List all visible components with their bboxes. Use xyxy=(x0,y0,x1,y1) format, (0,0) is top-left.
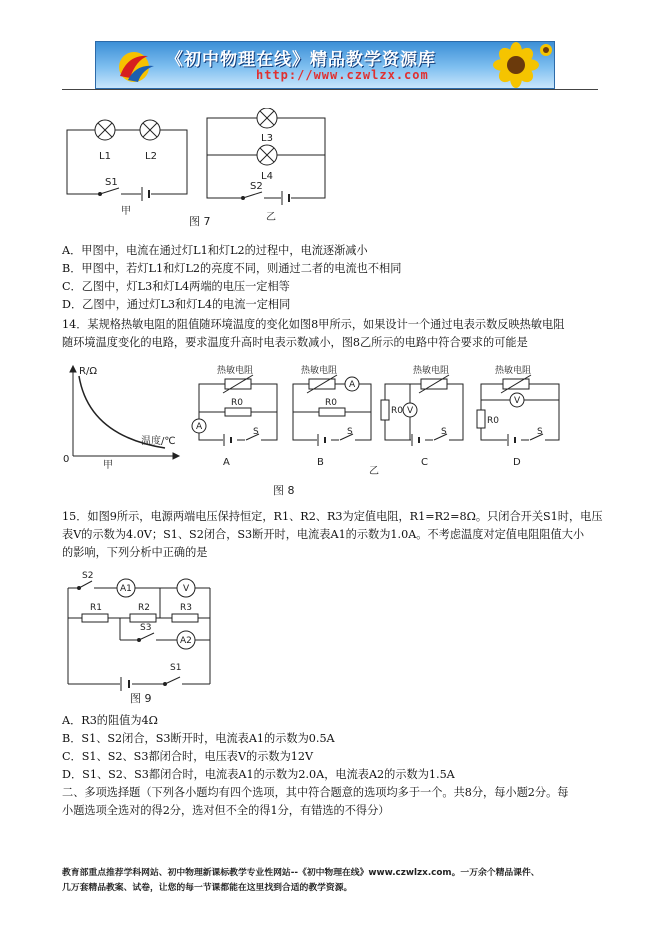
graph-label-jia: 甲 xyxy=(103,460,113,471)
fig9-label-r3: R3 xyxy=(180,603,192,613)
label-yi: 乙 xyxy=(266,212,276,223)
circuit-b-ammeter: A xyxy=(349,380,356,390)
label-l2: L2 xyxy=(145,151,157,162)
circuit-c-switch: S xyxy=(441,427,447,437)
circuit-b xyxy=(293,364,371,468)
graph-ylabel: R/Ω xyxy=(79,366,97,377)
circuit-b-switch: S xyxy=(347,427,353,437)
figure-9-caption: 图 9 xyxy=(130,692,152,705)
circuit-c-thermistor-label: 热敏电阻 xyxy=(413,366,450,376)
circuit-c-voltmeter: V xyxy=(407,406,414,416)
footer-line2: 几万套精品教案、试卷，让您的每一节课都能在这里找到合适的教学资源。 xyxy=(62,883,353,893)
label-jia: 甲 xyxy=(121,206,131,217)
fig9-label-r1: R1 xyxy=(90,603,102,613)
figure-7 xyxy=(55,108,345,233)
label-l1: L1 xyxy=(99,151,111,162)
fig9-label-a2: A2 xyxy=(180,636,192,646)
option-d-label: D xyxy=(513,457,521,468)
circuit-b-thermistor-label: 热敏电阻 xyxy=(301,366,338,376)
circuit-a-thermistor-label: 热敏电阻 xyxy=(217,366,254,376)
circuit-b-r0: R0 xyxy=(325,398,337,408)
circuit-d-voltmeter: V xyxy=(514,396,521,406)
q15-option-c: C．S1、S2、S3都闭合时，电压表V的示数为12V xyxy=(62,750,314,763)
fig9-label-s3: S3 xyxy=(140,623,152,633)
circuit-a xyxy=(192,364,277,468)
q13-option-d: D．乙图中，通过灯L3和灯L4的电流一定相同 xyxy=(62,298,291,311)
q15-text-line2: 表V的示数为4.0V；S1、S2闭合，S3断开时，电流表A1的示数为1.0A。不考虑温度对定值电阻阻值大小 xyxy=(62,528,585,541)
circuit-a-ammeter: A xyxy=(196,422,203,432)
figure-7-caption: 图 7 xyxy=(189,215,211,228)
circuit-c xyxy=(381,364,463,468)
section2-heading-line1: 二、多项选择题（下列各小题均有四个选项，其中符合题意的选项均多于一个。共8分，每小题2分。每 xyxy=(62,786,569,799)
figure-8-caption: 图 8 xyxy=(273,484,295,497)
label-s2: S2 xyxy=(250,181,263,192)
circuit-a-switch: S xyxy=(253,427,259,437)
header-rule xyxy=(62,89,598,90)
q13-option-a: A．甲图中，电流在通过灯L1和灯L2的过程中，电流逐渐减小 xyxy=(62,244,368,257)
label-l3: L3 xyxy=(261,133,273,144)
fig9-label-s2: S2 xyxy=(82,571,94,581)
q13-option-b: B．甲图中，若灯L1和灯L2的亮度不同，则通过二者的电流也不相同 xyxy=(62,262,402,275)
option-a-label: A xyxy=(223,457,230,468)
circuit-a-r0: R0 xyxy=(231,398,243,408)
site-logo xyxy=(114,46,158,84)
graph-origin: 0 xyxy=(63,454,70,465)
q15-option-a: A．R3的阻值为4Ω xyxy=(62,714,158,727)
section2-heading-line2: 小题选项全选对的得2分，选对但不全的得1分，有错选的不得分） xyxy=(62,804,390,817)
label-s1: S1 xyxy=(105,177,118,188)
q15-option-b: B．S1、S2闭合，S3断开时，电流表A1的示数为0.5A xyxy=(62,732,335,745)
circuit-d-r0: R0 xyxy=(487,416,499,426)
graph-xlabel: 温度/℃ xyxy=(141,436,176,447)
q13-option-c: C．乙图中，灯L3和灯L4两端的电压一定相等 xyxy=(62,280,290,293)
q14-text-line2: 随环境温度变化的电路，要求温度升高时电表示数减小，图8乙所示的电路中符合要求的可能是 xyxy=(62,336,528,349)
q15-option-d: D．S1、S2、S3都闭合时，电流表A1的示数为2.0A，电流表A2的示数为1.5A xyxy=(62,768,455,781)
figure-8 xyxy=(55,358,585,498)
q14-text-line1: 14．某规格热敏电阻的阻值随环境温度的变化如图8甲所示，如果设计一个通过电表示数反映热敏电阻 xyxy=(62,318,565,331)
fig9-label-v: V xyxy=(183,584,190,594)
circuit-d xyxy=(477,364,559,468)
banner-url: http://www.czwlzx.com xyxy=(256,68,429,82)
q15-text-line3: 的影响，下列分析中正确的是 xyxy=(62,546,208,559)
fig9-label-r2: R2 xyxy=(138,603,150,613)
fig9-label-s1: S1 xyxy=(170,663,182,673)
footer-line1: 教育部重点推荐学科网站、初中物理新课标教学专业性网站--《初中物理在线》www.czwlzx.com。一万余个精品课件、 xyxy=(62,868,540,878)
fig9-label-a1: A1 xyxy=(120,584,132,594)
circuit-d-thermistor-label: 热敏电阻 xyxy=(495,366,532,376)
q15-text-line1: 15．如图9所示，电源两端电压保持恒定，R1、R2、R3为定值电阻，R1=R2=8Ω。只闭合开关S1时，电压 xyxy=(62,510,603,523)
sunflower-image xyxy=(476,42,554,88)
option-c-label: C xyxy=(421,457,428,468)
label-l4: L4 xyxy=(261,171,273,182)
circuit-d-switch: S xyxy=(537,427,543,437)
fig8-panel-label: 乙 xyxy=(369,466,379,477)
banner-title: 《初中物理在线》精品教学资源库 xyxy=(166,50,436,70)
header-banner xyxy=(95,41,555,89)
option-b-label: B xyxy=(317,457,324,468)
circuit-c-r0: R0 xyxy=(391,406,403,416)
figure-9 xyxy=(60,566,220,706)
